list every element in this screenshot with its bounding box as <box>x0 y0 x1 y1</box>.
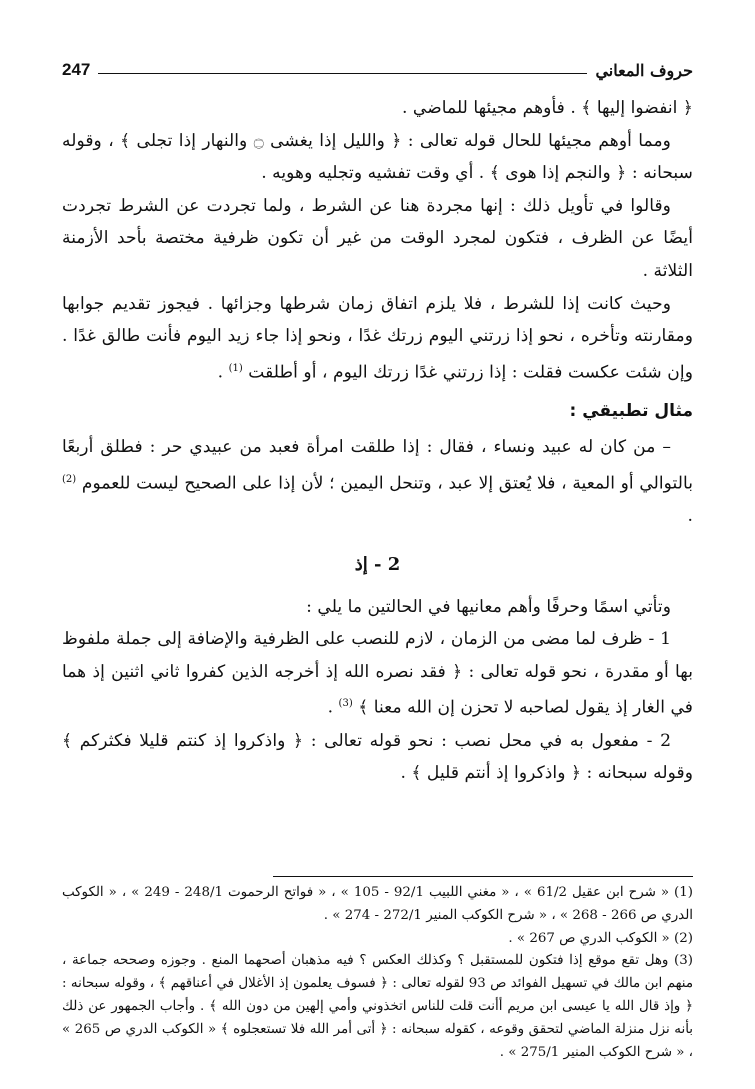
paragraph-5: – من كان له عبيد ونساء ، فقال : إذا طلقت امرأة فعبد من عبيدي حر : فطلق أربعًا بالتوالي أو المعية ، فلا يُعتق إلا عبد ، وتنحل اليمين ؛ لأن إذا على الصحيح ليست للعموم $^{(2)}$ . <box>62 437 693 526</box>
paragraph-3: وقالوا في تأويل ذلك : إنها مجردة هنا عن الشرط ، ولما تجردت عن الشرط تجردت أيضًا عن الظرف ، فتكون لمجرد الوقت من غير أن تكون ظرفية مختصة بأحد الأزمنة الثلاثة . <box>62 195 693 281</box>
paragraph-5-text: – من كان له عبيد ونساء ، فقال : إذا طلقت امرأة فعبد من عبيدي حر : فطلق أربعًا بالتوالي أو المعية ، فلا يُعتق إلا عبد ، وتنحل اليمين ؛ لأن إذا على الصحيح ليست للعموم <box>62 437 693 494</box>
paragraph-7: 1 - ظرف لما مضى من الزمان ، لازم للنصب على الظرفية والإضافة إلى جملة ملفوظ بها أو مقدرة ، نحو قوله تعالى : ﴿ فقد نصره الله إذ أخرجه الذين كفروا ثاني اثنين إذ هما في الغار إذ يقول لصاحبه لا تحزن إن الله معنا ﴾ $^{(3)}$ . <box>62 629 693 719</box>
main-text <box>62 92 693 790</box>
footnote-ref-3: (3) <box>338 698 353 710</box>
footnote-2: (2) « الكوكب الدري ص 267 » . <box>508 930 693 946</box>
footnote-ref-2: (2) <box>62 473 77 485</box>
paragraph-8: 2 - مفعول به في محل نصب : نحو قوله تعالى : ﴿ واذكروا إذ كنتم قليلا فكثركم ﴾ وقوله سبحانه : ﴿ واذكروا إذ أنتم قليل ﴾ . <box>62 730 693 784</box>
paragraph-4-text: وحيث كانت إذا للشرط ، فلا يلزم اتفاق زمان شرطها وجزائها . فيجوز تقديم جوابها ومقارنته وتأخره ، نحو إذا زرتني اليوم زرتك غدًا ، ونحو إذا جاء زيد اليوم فأنت طالق غدًا . وإن شئت عكست فقلت : إذا زرتني غدًا زرتك اليوم ، أو أطلقت <box>62 293 693 383</box>
paragraph-4: وحيث كانت إذا للشرط ، فلا يلزم اتفاق زمان شرطها وجزائها . فيجوز تقديم جوابها ومقارنته وتأخره ، نحو إذا زرتني اليوم زرتك غدًا ، ونحو إذا جاء زيد اليوم فأنت طالق غدًا . وإن شئت عكست فقلت : إذا زرتني غدًا زرتك اليوم ، أو أطلقت $^{(1)}$ . <box>62 293 693 383</box>
header-rule <box>98 73 587 74</box>
paragraph-1: ﴿ انفضوا إليها ﴾ . فأوهم مجيئها للماضي . <box>401 98 693 118</box>
paragraph-7-text: 1 - ظرف لما مضى من الزمان ، لازم للنصب على الظرفية والإضافة إلى جملة ملفوظ بها أو مقدرة ، نحو قوله تعالى : ﴿ فقد نصره الله إذ أخرجه الذين كفروا ثاني اثنين إذ هما في الغار إذ يقول لصاحبه لا تحزن إن الله معنا ﴾ <box>62 629 693 719</box>
footnote-ref-1: (1) <box>228 362 243 374</box>
paragraph-6: وتأتي اسمًا وحرفًا وأهم معانيها في الحالتين ما يلي : <box>306 596 671 617</box>
page-number: 247 <box>62 60 91 79</box>
footnotes <box>62 882 693 1064</box>
paragraph-2: ومما أوهم مجيئها للحال قوله تعالى : ﴿ والليل إذا يغشى ۝ والنهار إذا تجلى ﴾ ، وقوله سبحانه : ﴿ والنجم إذا هوى ﴾ . أي وقت تفشيه وتجليه وهويه . <box>62 130 693 184</box>
page-header <box>62 52 693 80</box>
running-title: حروف المعاني <box>595 61 693 80</box>
footnote-separator <box>273 876 693 877</box>
footnote-1: (1) « شرح ابن عقيل 61/2 » ، « مغني اللبيب 92/1 - 105 » ، « فواتح الرحموت 248/1 - 249 » ، « الكوكب الدري ص 266 - 268 » ، « شرح الكوكب المنير 272/1 - 274 » . <box>62 885 693 923</box>
subheading-applied-example: مثال تطبيقي : <box>569 401 693 422</box>
section-heading-idh: 2 - إذ <box>354 553 401 575</box>
footnote-3: (3) وهل تقع موقع إذا فتكون للمستقبل ؟ وكذلك العكس ؟ فيه مذهبان أصحهما المنع . وجوزه وصححه جماعة ، منهم ابن مالك في تسهيل الفوائد ص 93 لقوله تعالى : ﴿ فسوف يعلمون إذ الأغلال في أعناقهم ﴾ ، وقوله سبحانه : ﴿ وإذ قال الله يا عيسى ابن مريم أأنت قلت للناس اتخذوني وأمي إلهين من دون الله ﴾ . وأجاب الجمهور عن ذلك بأنه نزل منزلة الماضي لتحقق وقوعه ، كقوله سبحانه : ﴿ أتى أمر الله فلا تستعجلوه ﴾ « الكوكب الدري ص 265 » ، « شرح الكوكب المنير 275/1 » . <box>62 953 694 1060</box>
